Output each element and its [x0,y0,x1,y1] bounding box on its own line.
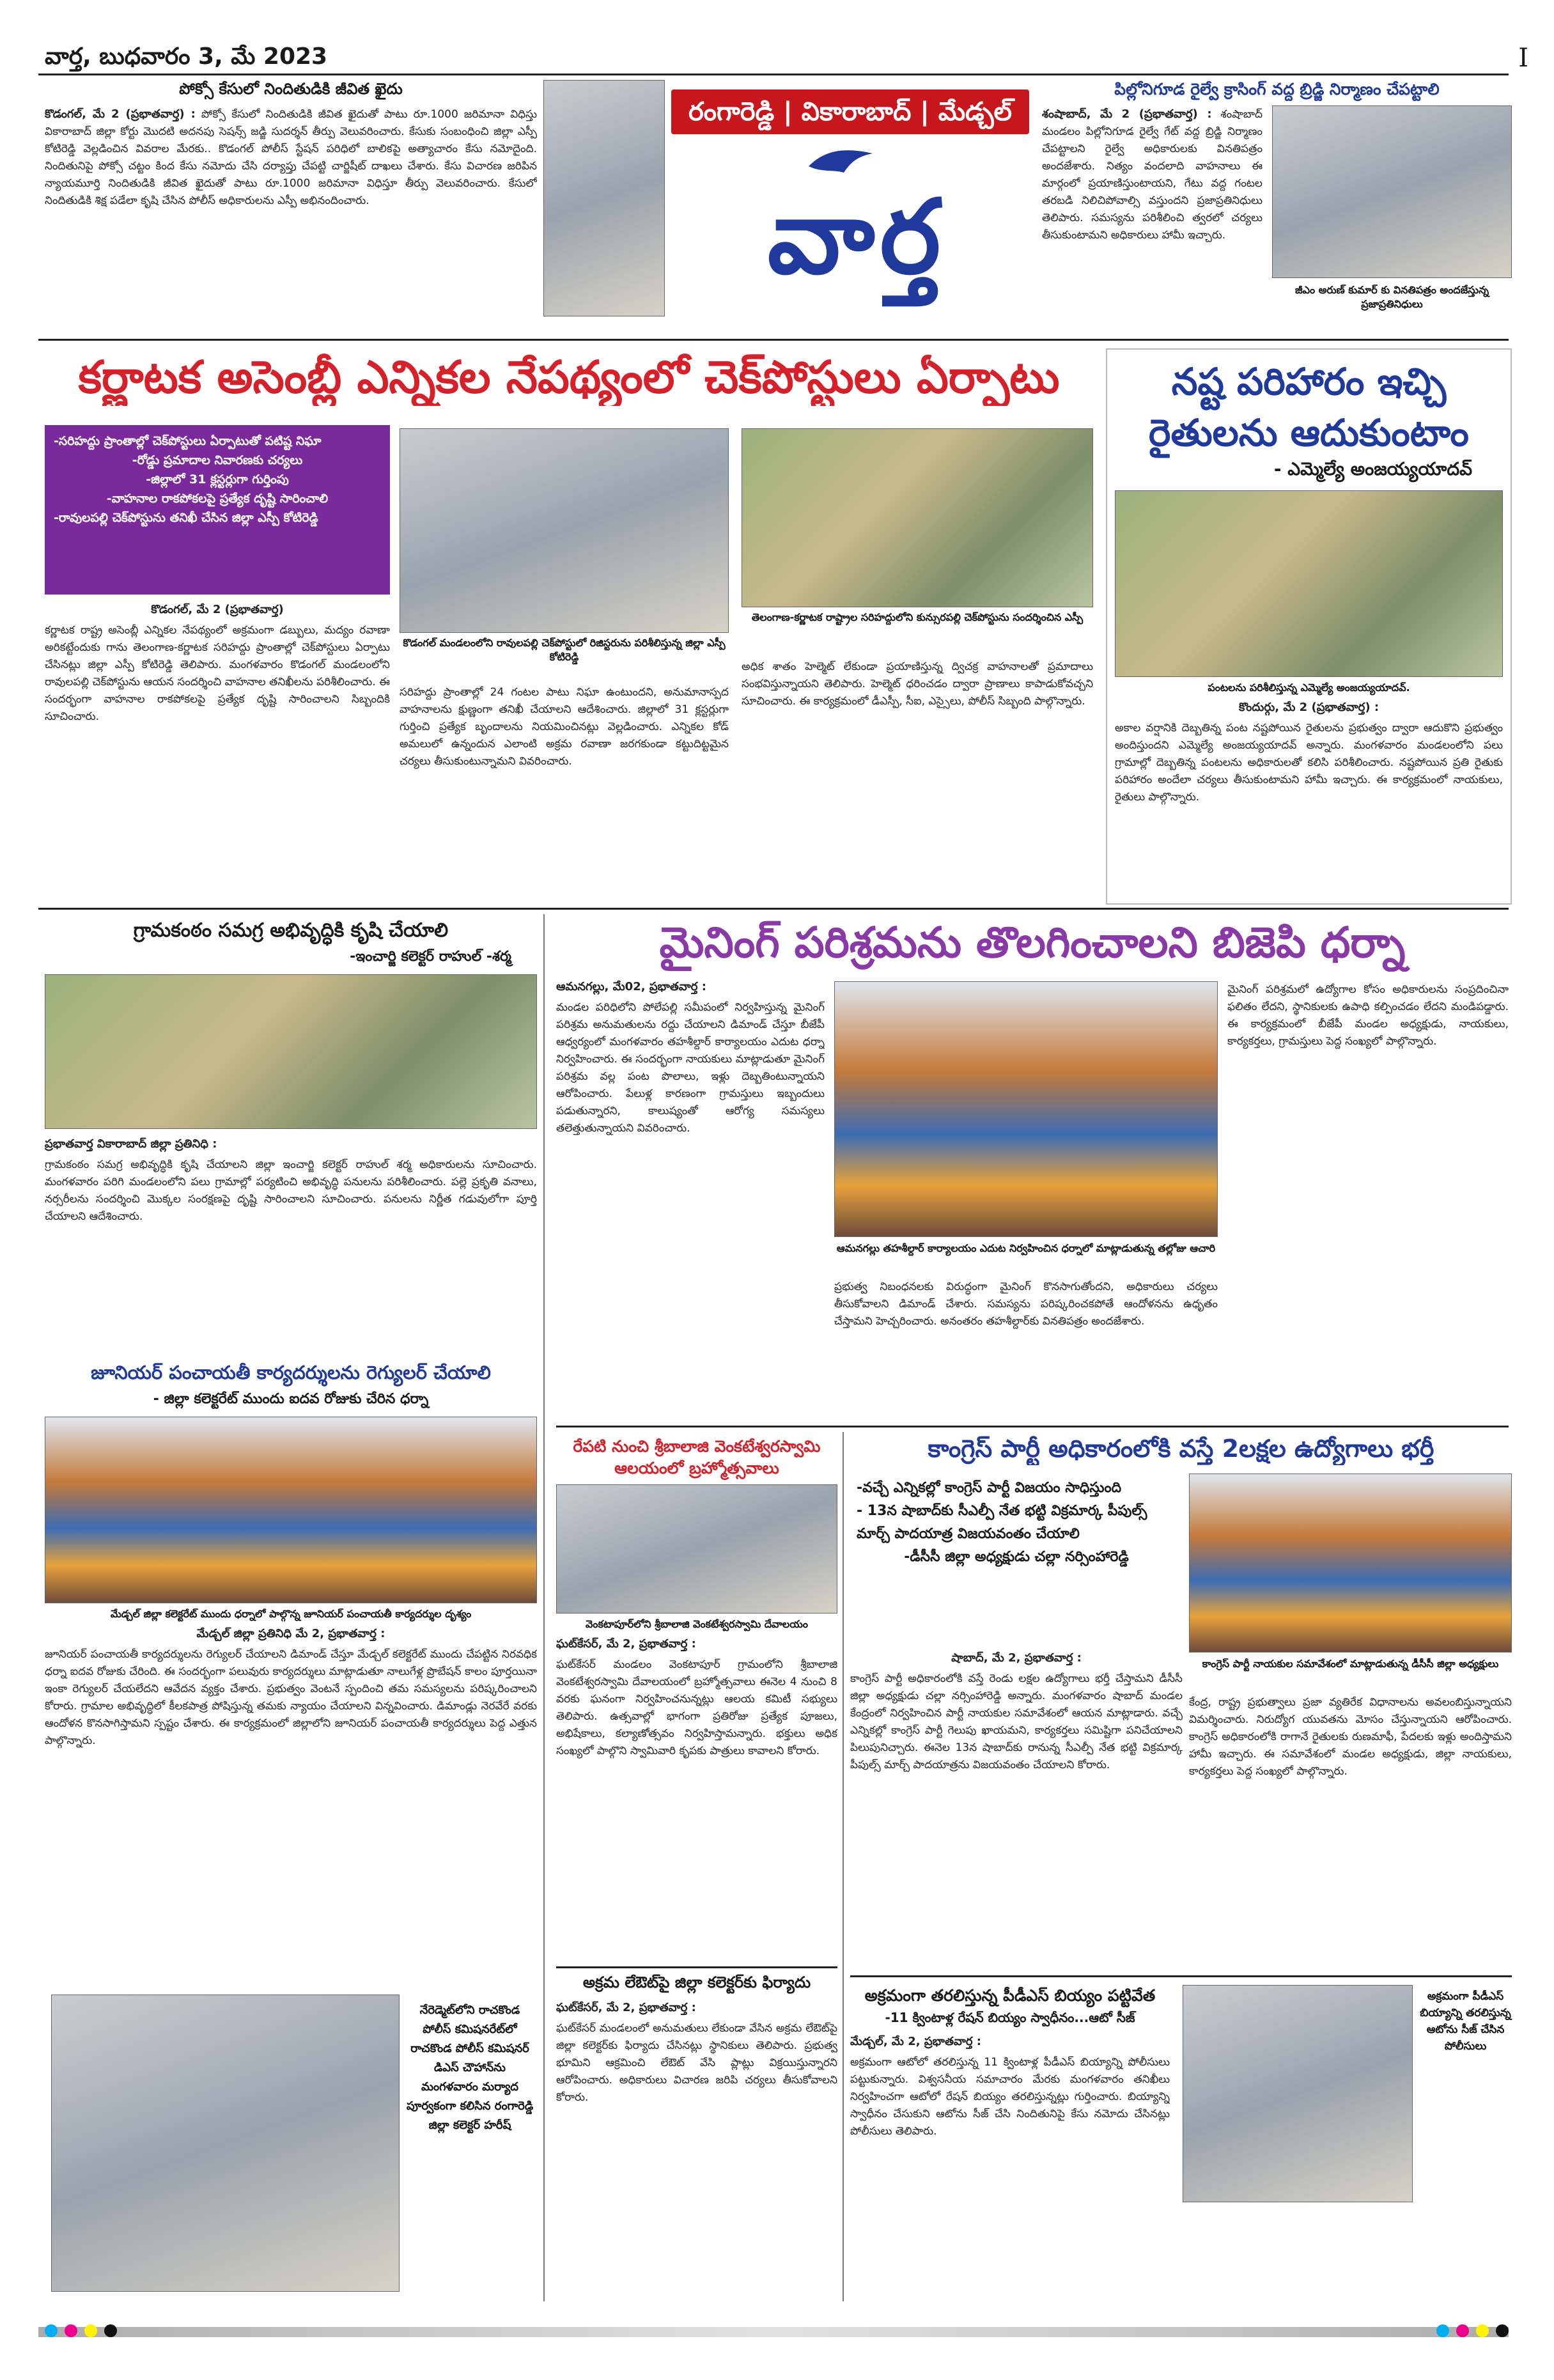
bridge-article [1042,80,1512,329]
checkpost-headline: కర్ణాటక అసెంబ్లీ ఎన్నికల నేపథ్యంలో చెక్‌పోస్టులు ఏర్పాటు [78,351,1060,403]
checkpost-body-left-text: కర్ణాటక రాష్ట్ర అసెంబ్లీ ఎన్నికల నేపథ్యంలో అక్రమంగా డబ్బులు, మద్యం రవాణా అరికట్టేందుకు గాను తెలంగాణ-కర్ణాటక సరిహద్దు ప్రాంతాల్లో చెక్‌పోస్టులు ఏర్పాటు చేసినట్లు జిల్లా ఎస్పీ కోటిరెడ్డి తెలిపారు. మంగళవారం కొడంగల్ మండలంలోని రావులపల్లి చెక్‌పోస్టును ఆయన సందర్శించి వాహనాల తనిఖీలను పరిశీలించారు. ఈ సందర్భంగా వాహనాల రాకపోకలపై ప్రత్యేక దృష్టి సారించాలని సిబ్బందికి సూచించారు. [45,624,390,723]
pocso-dateline: కొడంగల్, మే 2 (ప్రభాతవార్త) : [45,107,196,121]
congress-bullet-3: -డీసీసీ జిల్లా అధ్యక్షుడు చల్లా నర్సింహారెడ్డి [904,1549,1129,1565]
pocso-article [45,80,537,326]
farmers-headline-line2: రైతులను ఆదుకుంటాం [1149,411,1469,455]
village-dateline: ప్రభాతవార్త వికారాబాద్ జిల్లా ప్రతినిధి : [45,1137,217,1151]
village-byline: -ఇంచార్జి కలెక్టర్ రాహుల్ -శర్మ [350,949,511,965]
congress-bullet-1: -వచ్చే ఎన్నికల్లో కాంగ్రెస్ పార్టీ విజయం సాధిస్తుంది [857,1480,1122,1496]
checkpost-bullet-1: -సరిహద్దు ప్రాంతాల్లో చెక్‌పోస్టులు ఏర్పాటుతో పటిష్ట నిఘా [54,434,322,448]
bridge-dateline: శంషాబాద్, మే 2 (ప్రభాతవార్త) : [1042,107,1212,121]
edition-strip [671,89,1029,134]
temple-body: ఘట్‌కేసర్ మండలం వెంకటాపూర్ గ్రామంలోని శ్రీబాలాజి వెంకటేశ్వరస్వామి దేవాలయంలో బ్రహ్మోత్సవాలు ఈనెల 4 నుంచి 8 వరకు ఘనంగా నిర్వహించనున్నట్లు ఆలయ కమిటీ సభ్యులు తెలిపారు. ఉత్సవాల్లో భాగంగా ప్రతిరోజు ప్రత్యేక పూజలు, అభిషేకాలు, కల్యాణోత్సవం నిర్వహిస్తామన్నారు. భక్తులు అధిక సంఖ్యలో పాల్గొని స్వామివారి కృపకు పాత్రులు కావాలని కోరారు. [556,1658,837,1757]
congress-photo-caption: కాంగ్రెస్ పార్టీ నాయకుల సమావేశంలో మాట్లాడుతున్న డీసీసీ జిల్లా అధ్యక్షులు [1202,1658,1499,1670]
village-headline: గ్రామకంఠం సమగ్ర అభివృద్ధికి కృషి చేయాలి [133,919,449,942]
pocso-headline: పోక్సో కేసులో నిందితుడికి జీవిత ఖైదు [179,80,403,98]
junior-byline: - జిల్లా కలెక్టరేట్ ముందు ఐదవ రోజుకు చేరిన ధర్నా [153,1391,429,1407]
temple-dateline: ఘట్‌కేసర్, మే 2, ప్రభాతవార్త : [556,1637,696,1651]
junior-headline: జూనియర్ పంచాయతీ కార్యదర్శులను రెగ్యులర్ చేయాలి [91,1362,491,1383]
temple-photo-caption: వెంకటాపూర్‌లోని శ్రీబాలాజి వెంకటేశ్వరస్వామి దేవాలయం [586,1618,808,1630]
mining-headline: మైనింగ్ పరిశ్రమను తొలగించాలని బిజెపి ధర్నా [659,918,1406,967]
temple-rule [556,1966,837,1968]
junior-photo-caption: మేడ్చల్ జిల్లా కలెక్టరేట్ ముందు ధర్నాలో పాల్గొన్న జూనియర్ పంచాయతీ కార్యదర్శుల దృశ్యం [110,1608,472,1620]
junior-body: జూనియర్ పంచాయతీ కార్యదర్శులను రెగ్యులర్ చేయాలని డిమాండ్ చేస్తూ మేడ్చల్ కలెక్టరేట్ ముందు చేపట్టిన నిరవధిక ధర్నా ఐదవ రోజుకు చేరింది. ఈ సందర్భంగా పలువురు కార్యదర్శులు మాట్లాడుతూ నాలుగేళ్ల ప్రొబేషన్ కాలం పూర్తయినా ఇంకా రెగ్యులర్ చేయలేదని ఆవేదన వ్యక్తం చేశారు. ప్రభుత్వం వెంటనే స్పందించి తమ సమస్యలను పరిష్కరించాలని కోరారు. గ్రామాల అభివృద్ధిలో కీలకపాత్ర పోషిస్తున్న తమకు న్యాయం చేయాలని విన్నవించారు. డిమాండ్లు నెరవేరే వరకు ఆందోళన కొనసాగిస్తామని స్పష్టం చేశారు. ఈ కార్యక్రమంలో జిల్లాలోని జూనియర్ పంచాయతీ కార్యదర్శులు పెద్ద ఎత్తున పాల్గొన్నారు. [45,1648,537,1747]
column-rule-mid [843,1432,844,2301]
checkpost-dateline: కొడంగల్, మే 2 (ప్రభాతవార్త) [151,603,284,616]
pocso-body: పోక్సో కేసులో నిందితుడికి జీవిత ఖైదుతో పాటు రూ.1000 జరిమానా విధిస్తు వికారాబాద్ జిల్లా కోర్టు మొదటి అదనపు సెషన్స్ జడ్జి సుదర్శన్ తీర్పు వెలువరించారు. కేసుకు సంబంధించి జిల్లా ఎస్పీ కోటిరెడ్డి వెల్లడించిన వివరాల మేరకు.. కొడంగల్ పోలీస్ స్టేషన్ పరిధిలో బాలికపై అత్యాచారం కేసు నమోదైంది. నిందితునిపై పోక్సో చట్టం కింద కేసు నమోదు చేసి దర్యాప్తు చేపట్టి చార్జిషీట్ దాఖలు చేశారు. కేసు విచారణ జరిపిన న్యాయమూర్తి నిందితుడికి జీవిత ఖైదుతో పాటు రూ.1000 జరిమానా విధిస్తూ తీర్పు వెలువరించారు. కేసులో నిందితుడికి శిక్ష పడేలా కృషి చేసిన పోలీస్ అధికారులను ఎస్పీ అభినందించారు. [45,108,537,207]
layout-complaint-headline: అక్రమ లేఔట్‌పై జిల్లా కలెక్టర్‌కు ఫిర్యాదు [582,1973,811,1991]
checkpost-bullets [45,425,390,595]
village-photo [45,974,537,1129]
checkpost-bullet-4: -వాహనాల రాకపోకలపై ప్రత్యేక దృష్టి సారించాలి [106,492,329,506]
temple-photo [556,1484,837,1614]
village-body: గ్రామకంఠం సమగ్ర అభివృద్ధికి కృషి చేయాలని జిల్లా ఇంచార్జి కలెక్టర్ రాహుల్ శర్మ అధికారులను సూచించారు. మంగళవారం పరిగి మండలంలోని పలు గ్రామాల్లో పర్యటించి అభివృద్ధి పనులను పరిశీలించారు. పల్లె ప్రకృతి వనాలు, నర్సరీలను సందర్శించి మొక్కల సంరక్షణపై దృష్టి సారించాలని సూచించారు. పనులను నిర్ణీత గడువులోగా పూర్తి చేయాలని ఆదేశించారు. [45,1158,537,1223]
rice-byline: -11 క్వింటాళ్ల రేషన్ బియ్యం స్వాధీనం...ఆటో సీజ్ [885,2010,1135,2025]
farmers-byline: - ఎమ్మెల్యే అంజయ్యయాదవ్ [1273,458,1472,479]
congress-photo [1189,1474,1512,1653]
checkpost-body-mid: సరిహద్దు ప్రాంతాల్లో 24 గంటల పాటు నిఘా ఉంటుందని, అనుమానాస్పద వాహనాలను క్షుణ్ణంగా తనిఖీ చేయాలని ఆదేశించారు. జిల్లాలో 31 క్లస్టర్లుగా గుర్తించి ప్రత్యేక బృందాలను నియమించినట్లు వెల్లడించారు. ఎన్నికల కోడ్ అమలులో ఉన్నందున ఎలాంటి అక్రమ రవాణా జరగకుండా కట్టుదిట్టమైన చర్యలు తీసుకుంటున్నామని వివరించారు. [400,686,729,768]
checkpost-photo-1 [400,428,729,633]
mining-photo-caption: ఆమనగల్లు తహశీల్దార్ కార్యాలయం ఎదుట నిర్వహించిన ధర్నాలో మాట్లాడుతున్న తల్లోజు ఆచారి [836,1242,1216,1254]
checkpost-photo-2 [742,428,1093,607]
checkpost-photo-2-caption: తెలంగాణ-కర్ణాటక రాష్ట్రాల సరిహద్దులోని కున్సురపల్లి చెక్‌పోస్టును సందర్శించిన ఎస్పీ [751,611,1084,623]
congress-body-right: కేంద్ర, రాష్ట్ర ప్రభుత్వాలు ప్రజా వ్యతిరేక విధానాలను అవలంబిస్తున్నాయని విమర్శించారు. నిరుద్యోగ యువతను మోసం చేస్తున్నాయని ఆరోపించారు. కాంగ్రెస్ అధికారంలోకి రాగానే రైతులకు రుణమాఫీ, పేదలకు ఇళ్లు అందిస్తామని హామీ ఇచ్చారు. ఈ సమావేశంలో మండల అధ్యక్షుడు, జిల్లా నాయకులు, కార్యకర్తలు పెద్ద సంఖ్యలో పాల్గొన్నారు. [1189,1696,1512,1778]
congress-bullets [850,1470,1183,1643]
bridge-body: శంషాబాద్ మండలం పిల్లోనిగూడ రైల్వే గేట్ వద్ద బ్రిడ్జి నిర్మాణం చేపట్టాలని రైల్వే అధికారులకు వినతిపత్రం అందజేశారు. నిత్యం వందలాది వాహనాలు ఈ మార్గంలో ప్రయాణిస్తుంటాయని, గేటు వద్ద గంటల తరబడి నిలిచిపోవాల్సి వస్తుందని ప్రజాప్రతినిధులు తెలిపారు. సమస్యను పరిశీలించి త్వరలో చర్యలు తీసుకుంటామని అధికారులు హామీ ఇచ్చారు. [1042,108,1263,242]
temple-article [556,1432,837,2314]
rice-photo-caption: అక్రమంగా పీడీఎస్ బియ్యాన్ని తరలిస్తున్న ఆటోను సీజ్ చేసిన పోలీసులు [1420,1990,1511,2053]
checkpost-bullet-5: -రావులపల్లి చెక్‌పోస్టును తనిఖీ చేసిన జిల్లా ఎస్పీ కోటిరెడ్డి [54,511,318,525]
masthead-rule [38,74,1509,75]
farmers-photo-caption: పంటలను పరిశీలిస్తున్న ఎమ్మెల్యే అంజయ్యయాదవ్. [1208,681,1410,694]
bridge-photo [1272,105,1512,278]
logo-text: వార్త [767,176,946,297]
layout-complaint-body: ఘట్‌కేసర్ మండలంలో అనుమతులు లేకుండా వేసిన అక్రమ లేఔట్‌పై జిల్లా కలెక్టర్‌కు ఫిర్యాదు చేసినట్లు స్థానికులు తెలిపారు. ప్రభుత్వ భూమిని ఆక్రమించి లేఔట్ వేసి ప్లాట్లు విక్రయిస్తున్నారని ఆరోపించారు. అధికారులు విచారణ జరిపి చర్యలు తీసుకోవాలని కోరారు. [556,2022,837,2104]
temple-emblem-photo [543,80,665,316]
bridge-photo-caption: జీఎం అరుణ్ కుమార్ కు వినతిపత్రం అందజేస్తున్న ప్రజాప్రతినిధులు [1294,284,1489,310]
congress-body-left [850,1649,1183,1969]
section-rule-2 [38,908,1509,910]
farmers-dateline: కొందుర్గు, మే 2 (ప్రభాతవార్త) : [1238,701,1379,714]
section-rule-1 [38,339,1509,341]
congress-body-left-text: కాంగ్రెస్ పార్టీ అధికారంలోకి వస్తే రెండు లక్షల ఉద్యోగాలు భర్తీ చేస్తామని డీసీసీ జిల్లా అధ్యక్షుడు చల్లా నర్సింహారెడ్డి అన్నారు. మంగళవారం షాబాద్ మండల కేంద్రంలో నిర్వహించిన పార్టీ నాయకుల సమావేశంలో ఆయన మాట్లాడారు. వచ్చే ఎన్నికల్లో కాంగ్రెస్ పార్టీ గెలుపు ఖాయమని, కార్యకర్తలు సమిష్టిగా పనిచేయాలని పిలుపునిచ్చారు. ఈనెల 13న షాబాద్‌కు రానున్న సీఎల్పీ నేత భట్టి విక్రమార్క పీపుల్స్ మార్చ్ పాదయాత్రను విజయవంతం చేయాలని కోరారు. [850,1672,1183,1771]
mining-body-left-text: మండల పరిధిలోని పోలేపల్లి సమీపంలో నిర్వహిస్తున్న మైనింగ్ పరిశ్రమ అనుమతులను రద్దు చేయాలని డిమాండ్ చేస్తూ బీజేపీ ఆధ్వర్యంలో మంగళవారం తహశీల్దార్ కార్యాలయం ఎదుట ధర్నా నిర్వహించారు. ఈ సందర్భంగా నాయకులు మాట్లాడుతూ మైనింగ్ పరిశ్రమ వల్ల పంట పొలాలు, ఇళ్లు దెబ్బతింటున్నాయని ఆరోపించారు. పేలుళ్ల కారణంగా గ్రామస్తులు ఇబ్బందులు పడుతున్నారని, కాలుష్యంతో ఆరోగ్య సమస్యలు తలెత్తుతున్నాయని వివరించారు. [556,1001,825,1135]
police-meeting-photo [51,1995,400,2292]
mining-body-right: మైనింగ్ పరిశ్రమలో ఉద్యోగాల కోసం అధికారులను సంప్రదించినా ఫలితం లేదని, స్థానికులకు ఉపాధి కల్పించడం లేదని మండిపడ్డారు. ఈ కార్యక్రమంలో బీజేపీ మండల అధ్యక్షుడు, నాయకులు, కార్యకర్తలు, గ్రామస్తులు పెద్ద సంఖ్యలో పాల్గొన్నారు. [1227,983,1509,1048]
registration-marks-right [1355,2324,1509,2340]
congress-bullet-2: - 13న షాబాద్‌కు సీఎల్పీ నేత భట్టి విక్రమార్క పీపుల్స్ మార్చ్ పాదయాత్ర విజయవంతం చేయాలి [857,1503,1147,1542]
rice-dateline: మేడ్చల్, మే 2, ప్రభాతవార్త : [850,2035,981,2048]
column-rule-left [543,914,545,2301]
edition-strip-text: రంగారెడ్డి | వికారాబాద్ | మేడ్చల్ [688,97,1012,127]
checkpost-body-left [45,601,390,901]
mining-body-left [556,978,825,1419]
checkpost-bullet-2: -రోడ్డు ప్రమాదాల నివారణకు చర్యలు [132,453,303,467]
junior-photo [45,1417,537,1603]
farmers-headline-line1: నష్ట పరిహారం ఇచ్చి [1171,360,1447,403]
police-meeting-caption: నేరెడ్మెట్‌లోని రాచకొండ పోలీస్ కమిషనరేట్‌లో రాచకొండ పోలీస్ కమిషనర్ డిఎస్ చౌహాన్‌ను మంగళవారం మర్యాద పూర్వకంగా కలిసిన రంగారెడ్డి జిల్లా కలెక్టర్ హరీష్ [406,2003,534,2132]
temple-headline: రేపటి నుంచి శ్రీబాలాజి వెంకటేశ్వరస్వామి ఆలయంలో బ్రహ్మోత్సవాలు [573,1437,821,1477]
rice-article [850,1982,1512,2301]
masthead-date: వార్త, బుధవారం 3, మే 2023 [45,43,328,70]
police-meeting [45,1995,537,2295]
rice-headline: అక్రమంగా తరలిస్తున్న పీడీఎస్ బియ్యం పట్టివేత [864,1986,1156,2005]
junior-dateline: మేడ్చల్ జిల్లా ప్రతినిధి మే 2, ప్రభాతవార్త : [196,1627,385,1640]
checkpost-bullet-3: -జిల్లాలో 31 క్లస్టర్లుగా గుర్తింపు [146,472,289,486]
farmers-photo [1115,490,1503,677]
congress-dateline: షాబాద్, మే 2, ప్రభాతవార్త : [951,1651,1082,1665]
farmers-body: అకాల వర్షానికి దెబ్బతిన్న పంట నష్టపోయిన రైతులను ప్రభుత్వం ద్వారా ఆదుకొని ప్రభుత్వం అందిస్తుందని ఎమ్మెల్యే అంజయ్యయాదవ్ అన్నారు. మంగళవారం మండలంలోని పలు గ్రామాల్లో దెబ్బతిన్న పంటలను అధికారులతో కలిసి పరిశీలించారు. నష్టపోయిన ప్రతి రైతుకు పరిహారం అందేలా చర్యలు తీసుకుంటామని హామీ ఇచ్చారు. ఈ కార్యక్రమంలో నాయకులు, రైతులు పాల్గొన్నారు. [1115,722,1503,804]
registration-marks-left [45,2324,198,2340]
masthead-logo-block [543,80,1036,323]
checkpost-photo-1-caption: కొడంగల్ మండలంలోని రావులపల్లి చెక్‌పోస్టులో రిజిస్టరును పరిశీలిస్తున్న జిల్లా ఎస్పీ కోటిరెడ్డి [403,637,726,663]
page-marker: I [1518,43,1528,73]
checkpost-body-right: అధిక శాతం హెల్మెట్ లేకుండా ప్రయాణిస్తున్న ద్విచక్ర వాహనాలతో ప్రమాదాలు సంభవిస్తున్నాయని తెలిపారు. హెల్మెట్ ధరించడం ద్వారా ప్రాణాలు కాపాడుకోవచ్చని సూచించారు. ఈ కార్యక్రమంలో డీఎస్పీ, సీఐ, ఎస్సైలు, పోలీస్ సిబ్బంది పాల్గొన్నారు. [742,660,1093,708]
rice-photo [1183,1985,1413,2202]
layout-complaint-dateline: ఘట్‌కేసర్, మే 2, ప్రభాతవార్త : [556,2001,696,2014]
print-color-bar [38,2327,1509,2337]
rice-body: అక్రమంగా ఆటోలో తరలిస్తున్న 11 క్వింటాళ్ల పీడీఎస్ బియ్యాన్ని పోలీసులు పట్టుకున్నారు. విశ్వసనీయ సమాచారం మేరకు మంగళవారం తనిఖీలు నిర్వహించగా ఆటోలో రేషన్ బియ్యం తరలిస్తున్నట్లు గుర్తించారు. బియ్యాన్ని స్వాధీనం చేసుకుని ఆటోను సీజ్ చేసి నిందితునిపై కేసు నమోదు చేసినట్లు పోలీసులు తెలిపారు. [850,2056,1170,2138]
congress-headline: కాంగ్రెస్ పార్టీ అధికారంలోకి వస్తే 2లక్షల ఉద్యోగాలు భర్తీ [928,1435,1434,1463]
bridge-headline: పిల్లోనిగూడ రైల్వే క్రాసింగ్ వద్ద బ్రిడ్జి నిర్మాణం చేపట్టాలి [1114,80,1440,98]
mining-dateline: ఆమనగల్లు, మే02, ప్రభాతవార్త : [556,980,706,993]
village-article [45,914,537,1355]
section-rule-4 [850,1975,1512,1977]
farmers-article [1106,348,1512,905]
section-rule-3 [556,1426,1509,1427]
mining-photo [834,981,1218,1237]
mining-body-mid: ప్రభుత్వ నిబంధనలకు విరుద్ధంగా మైనింగ్ కొనసాగుతోందని, అధికారులు చర్యలు తీసుకోవాలని డిమాండ్ చేశారు. సమస్యను పరిష్కరించకపోతే ఆందోళనను ఉధృతం చేస్తామని హెచ్చరించారు. అనంతరం తహశీల్దార్‌కు వినతిపత్రం అందజేశారు. [834,1280,1218,1328]
